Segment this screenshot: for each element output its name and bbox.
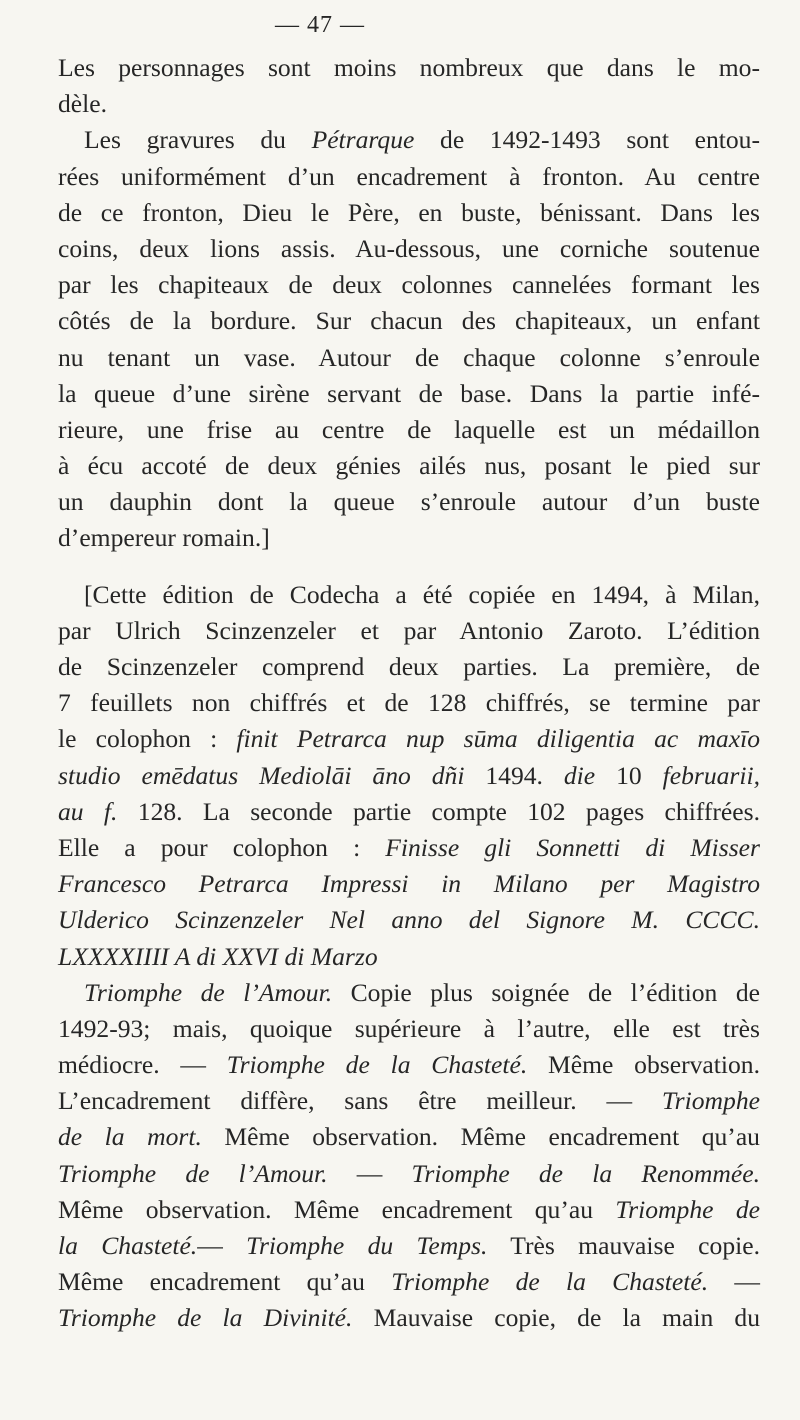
text-line: 1492-93; mais, quoique supérieure à l’autre, elle est très	[58, 1013, 760, 1043]
text-line: à écu accoté de deux génies ailés nus, posant le pied sur	[58, 451, 760, 481]
text-line: médiocre. — Triomphe de la Chasteté. Même observation.	[58, 1050, 760, 1080]
text-line: L’encadrement diffère, sans être meilleur. — Triomphe	[58, 1086, 760, 1116]
text-line: Même encadrement qu’au Triomphe de la Chasteté. —	[58, 1267, 760, 1297]
italic-title: Triomphe de	[615, 1194, 760, 1224]
paragraph-1	[58, 50, 760, 122]
text-line: Les personnages sont moins nombreux que dans le mo-	[58, 53, 760, 82]
paragraph-2	[58, 122, 760, 556]
text-line	[58, 939, 760, 975]
text-line: au f. 128. La seconde partie compte 102 pages chiffrées.	[58, 796, 760, 826]
text-line: Même observation. Même encadrement qu’au Triomphe de	[58, 1194, 760, 1224]
text-line: nu tenant un vase. Autour de chaque colonne s’enroule	[58, 342, 760, 372]
italic-title: Triomphe de l’Amour.	[84, 977, 333, 1007]
italic-title: Triomphe de la Divinité.	[58, 1303, 353, 1333]
page-number: — 47 —	[275, 12, 365, 38]
italic-title: Triomphe de la Chasteté.	[391, 1267, 709, 1297]
text-line: Elle a pour colophon : Finisse gli Sonnetti di Misser	[58, 832, 760, 862]
italic-title: Triomphe de la Chasteté.	[226, 1050, 528, 1080]
text-line: studio emēdatus Mediolāi āno dñi 1494. die 10 februarii,	[58, 760, 761, 790]
italic-title: de la mort.	[58, 1122, 202, 1152]
italic-colophon: LXXXXIIII A di XXVI di Marzo	[58, 941, 378, 971]
text-line: la queue d’une sirène servant de base. Dans la partie infé-	[58, 378, 760, 408]
text-line: Triomphe de l’Amour. Copie plus soignée de l’édition de	[84, 977, 760, 1007]
paragraph-3	[58, 577, 760, 975]
text-line: dèle.	[58, 89, 108, 119]
text-line: 7 feuillets non chiffrés et de 128 chiffrés, se termine par	[58, 688, 760, 718]
text-line: rieure, une frise au centre de laquelle est un médaillon	[58, 414, 760, 444]
italic-colophon: Ulderico Scinzenzeler Nel anno del Signore M. CCCC.	[58, 905, 760, 935]
text-line: coins, deux lions assis. Au-dessous, une corniche soutenue	[58, 233, 760, 263]
text-line: la Chasteté.— Triomphe du Temps. Très mauvaise copie.	[58, 1231, 760, 1260]
italic-colophon: finit Petrarca nup sūma diligentia ac maxīo	[236, 724, 760, 754]
italic-title: Triomphe de l’Amour.	[58, 1158, 328, 1188]
text-line: d’empereur romain.]	[58, 523, 270, 553]
text-line	[58, 866, 760, 902]
text-line: Triomphe de la Divinité. Mauvaise copie, de la main du	[58, 1303, 760, 1333]
italic-title: Triomphe de la Renommée.	[411, 1158, 761, 1188]
italic-title: Pétrarque	[311, 125, 415, 155]
text-line: le colophon : finit Petrarca nup sūma diligentia ac maxīo	[58, 724, 760, 754]
italic-title: la Chasteté.	[58, 1231, 198, 1260]
italic-colophon: studio emēdatus Mediolāi āno dñi	[58, 760, 465, 790]
text-line: par les chapiteaux de deux colonnes cannelées formant les	[58, 270, 760, 300]
paragraph-4	[58, 975, 760, 1337]
text-line: par Ulrich Scinzenzeler et par Antonio Zaroto. L’édition	[58, 615, 760, 645]
text-line: [Cette édition de Codecha a été copiée en 1494, à Milan,	[84, 579, 760, 609]
text-line: de Scinzenzeler comprend deux parties. La première, de	[58, 652, 760, 681]
text-line: côtés de la bordure. Sur chacun des chapiteaux, un enfant	[58, 306, 760, 336]
italic-title: Triomphe	[661, 1086, 760, 1116]
italic-colophon: Francesco Petrarca Impressi in Milano per Magistro	[58, 869, 760, 899]
body-text	[58, 50, 760, 1337]
text-line: Les gravures du Pétrarque de 1492-1493 sont entou-	[84, 125, 761, 155]
text-line: de ce fronton, Dieu le Père, en buste, bénissant. Dans les	[58, 197, 760, 227]
text-line: Triomphe de l’Amour. — Triomphe de la Renommée.	[58, 1158, 761, 1188]
italic-colophon: Finisse gli Sonnetti di Misser	[385, 832, 760, 862]
text-line: un dauphin dont la queue s’enroule autour d’un buste	[58, 487, 760, 517]
text-line: rées uniformément d’un encadrement à fronton. Au centre	[58, 161, 760, 191]
italic-title: Triomphe du Temps.	[246, 1231, 488, 1260]
text-line	[58, 902, 760, 938]
text-line: de la mort. Même observation. Même encadrement qu’au	[58, 1122, 760, 1152]
